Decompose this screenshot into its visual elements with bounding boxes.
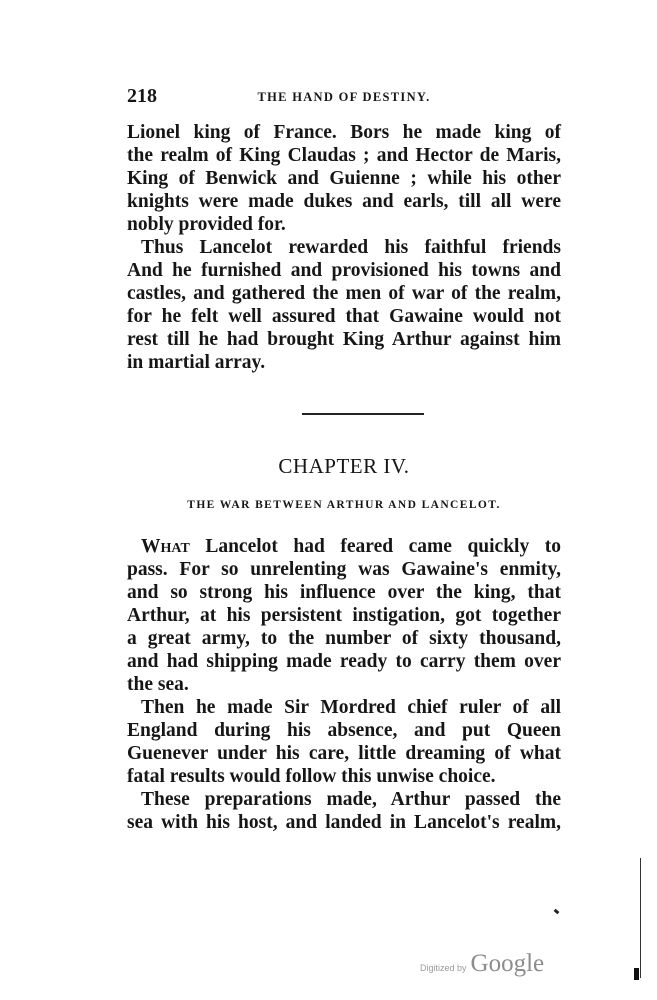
text-line: the realm of King Claudas ; and Hector de Maris, [127, 145, 561, 166]
text-line: King of Benwick and Guienne ; while his other [127, 168, 561, 189]
text-line: and so strong his influence over the king, that [127, 582, 561, 603]
text-line: Arthur, at his persistent instigation, got together [127, 605, 561, 626]
text-line: Lionel king of France. Bors he made king of [127, 122, 561, 143]
chapter-heading: CHAPTER IV. [278, 454, 410, 478]
scan-edge-mark [634, 968, 639, 980]
text-line: England during his absence, and put Queen [127, 720, 561, 741]
text-line: the sea. [127, 674, 189, 695]
text-line: sea with his host, and landed in Lancelot's realm, [127, 812, 561, 833]
paragraph-3 [127, 535, 561, 834]
scan-edge-line [640, 858, 641, 978]
drop-word: What [141, 536, 190, 557]
page-number: 218 [127, 85, 157, 107]
text-line: These preparations made, Arthur passed the [141, 789, 561, 810]
text-line: rest till he had brought King Arthur against him [127, 329, 561, 350]
text-line: nobly provided for. [127, 214, 286, 235]
text-line: for he felt well assured that Gawaine would not [127, 306, 561, 327]
digitized-watermark: Digitized by Google [420, 950, 545, 977]
text-line: castles, and gathered the men of war of the realm, [127, 283, 561, 304]
text-line: And he furnished and provisioned his towns and [127, 260, 561, 281]
text-line: Then he made Sir Mordred chief ruler of all [141, 697, 561, 718]
text-line: pass. For so unrelenting was Gawaine's enmity, [127, 559, 561, 580]
text-line: in martial array. [127, 352, 266, 373]
section-divider [302, 413, 424, 415]
text-line: Guenever under his care, little dreaming of what [127, 743, 561, 764]
text-line: a great army, to the number of sixty thousand, [127, 628, 561, 649]
paragraph-1 [127, 121, 561, 374]
text-line: and had shipping made ready to carry them over [127, 651, 561, 672]
text-line: Thus Lancelot rewarded his faithful friends [141, 237, 561, 258]
chapter-subtitle: THE WAR BETWEEN ARTHUR AND LANCELOT. [187, 499, 501, 511]
text-line: What Lancelot had feared came quickly to [141, 536, 561, 557]
text-line: knights were made dukes and earls, till all were [127, 191, 561, 212]
running-title: THE HAND OF DESTINY. [257, 90, 431, 104]
running-header [127, 85, 561, 109]
text-line: fatal results would follow this unwise choice. [127, 766, 496, 787]
google-logo: Google [470, 950, 545, 977]
scan-speck [554, 909, 560, 915]
